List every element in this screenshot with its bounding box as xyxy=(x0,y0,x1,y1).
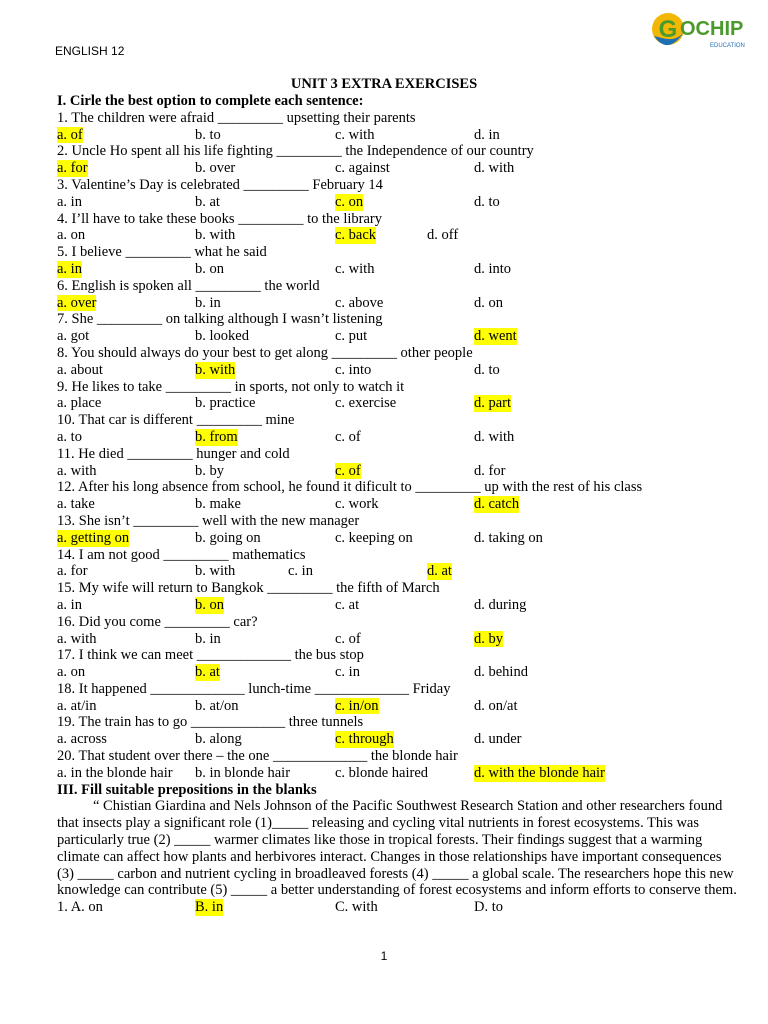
question-text: 6. English is spoken all _________ the world xyxy=(57,277,320,294)
exercise-content xyxy=(57,93,737,916)
answer-option[interactable]: c. in/on xyxy=(335,697,379,714)
answer-option[interactable]: a. for xyxy=(57,160,88,177)
answer-option[interactable]: a. in xyxy=(57,260,82,277)
question-text: 4. I’ll have to take these books _________ to the library xyxy=(57,210,382,227)
option[interactable]: b. going on xyxy=(195,529,261,546)
question-text: 5. I believe _________ what he said xyxy=(57,244,267,261)
question-text: 11. He died _________ hunger and cold xyxy=(57,445,290,462)
question-text: 14. I am not good _________ mathematics xyxy=(57,546,306,563)
option[interactable]: c. with xyxy=(335,260,375,277)
answer-option[interactable]: d. by xyxy=(474,630,503,647)
option[interactable]: a. at/in xyxy=(57,697,97,714)
option[interactable]: b. on xyxy=(195,260,224,277)
options-row xyxy=(57,127,737,144)
option[interactable]: d. behind xyxy=(474,664,528,681)
answer-option[interactable]: d. catch xyxy=(474,496,520,513)
logo-text: OCHIP xyxy=(680,18,744,40)
section1-questions xyxy=(57,110,737,782)
answer-option[interactable]: a. of xyxy=(57,126,83,143)
option[interactable]: b. in xyxy=(195,630,221,647)
option[interactable]: a. in xyxy=(57,193,82,210)
question-text: 3. Valentine’s Day is celebrated _________ February 14 xyxy=(57,176,383,193)
option[interactable]: c. of xyxy=(335,428,361,445)
question-text: 16. Did you come _________ car? xyxy=(57,613,258,630)
option[interactable]: c. into xyxy=(335,361,372,378)
option[interactable]: c. at xyxy=(335,596,360,613)
option[interactable]: a. with xyxy=(57,462,97,479)
option[interactable]: a. about xyxy=(57,361,103,378)
option[interactable]: C. with xyxy=(335,899,378,916)
options-row xyxy=(57,160,737,177)
option[interactable]: d. into xyxy=(474,260,512,277)
options-row xyxy=(57,664,737,681)
option[interactable]: d. on/at xyxy=(474,697,518,714)
question-text: 7. She _________ on talking although I wasn’t listening xyxy=(57,311,383,328)
option[interactable]: c. put xyxy=(335,328,368,345)
option[interactable]: c. exercise xyxy=(335,395,397,412)
options-row xyxy=(57,597,737,614)
option[interactable]: d. during xyxy=(474,596,527,613)
option[interactable]: c. above xyxy=(335,294,384,311)
option[interactable]: a. place xyxy=(57,395,102,412)
option[interactable]: a. on xyxy=(57,227,86,244)
logo-subtext: EDUCATION xyxy=(710,43,745,49)
options-row xyxy=(57,429,737,446)
option[interactable]: b. practice xyxy=(195,395,256,412)
answer-option[interactable]: b. on xyxy=(195,596,224,613)
option[interactable]: b. make xyxy=(195,496,241,513)
options-row xyxy=(57,328,737,345)
option[interactable]: c. against xyxy=(335,160,390,177)
options-row xyxy=(57,362,737,379)
option[interactable]: d. with xyxy=(474,160,515,177)
question-text: 2. Uncle Ho spent all his life fighting _________ the Independence of our country xyxy=(57,143,534,160)
option[interactable]: a. across xyxy=(57,731,107,748)
question-text: 18. It happened _____________ lunch-time _____________ Friday xyxy=(57,680,451,697)
option[interactable]: 1. A. on xyxy=(57,899,103,916)
option[interactable]: d. off xyxy=(427,227,459,244)
option[interactable]: a. take xyxy=(57,496,95,513)
question-text: 15. My wife will return to Bangkok _________ the fifth of March xyxy=(57,580,440,597)
answer-option[interactable]: d. with the blonde hair xyxy=(474,764,605,781)
logo-initial: G xyxy=(658,16,678,43)
option[interactable]: d. for xyxy=(474,462,506,479)
question-text: 19. The train has to go _____________ three tunnels xyxy=(57,714,364,731)
answer-option[interactable]: B. in xyxy=(195,899,224,916)
option[interactable]: d. taking on xyxy=(474,529,543,546)
question-text: 1. The children were afraid _________ upsetting their parents xyxy=(57,109,416,126)
answer-option[interactable]: b. from xyxy=(195,428,238,445)
option[interactable]: a. to xyxy=(57,428,82,445)
question-text: 9. He likes to take _________ in sports, not only to watch it xyxy=(57,378,405,395)
answer-option[interactable]: d. at xyxy=(427,563,452,580)
option[interactable]: d. to xyxy=(474,193,500,210)
question-text: 13. She isn’t _________ well with the new manager xyxy=(57,512,360,529)
gochip-logo xyxy=(648,6,758,56)
answer-option[interactable]: a. over xyxy=(57,294,97,311)
answer-option[interactable]: c. of xyxy=(335,462,361,479)
question-text: 10. That car is different _________ mine xyxy=(57,412,295,429)
option[interactable]: a. got xyxy=(57,328,90,345)
option[interactable]: c. in xyxy=(335,664,360,681)
options-row xyxy=(57,227,737,244)
options-row xyxy=(57,698,737,715)
question-text: 12. After his long absence from school, he found it dificult to _________ up with the rest of his class xyxy=(57,479,643,496)
option[interactable]: b. at xyxy=(195,193,220,210)
options-row xyxy=(57,731,737,748)
option[interactable]: D. to xyxy=(474,899,503,916)
option[interactable]: b. in blonde hair xyxy=(195,764,291,781)
page-title: UNIT 3 EXTRA EXERCISES xyxy=(290,76,478,92)
options-row xyxy=(57,295,737,312)
option[interactable]: a. with xyxy=(57,630,97,647)
option[interactable]: b. over xyxy=(195,160,236,177)
option[interactable]: b. to xyxy=(195,126,221,143)
answer-option[interactable]: d. went xyxy=(474,328,517,345)
course-label: ENGLISH 12 xyxy=(55,44,125,58)
options-row xyxy=(57,631,737,648)
question-text: 8. You should always do your best to get along _________ other people xyxy=(57,344,473,361)
option[interactable]: d. on xyxy=(474,294,503,311)
options-row xyxy=(57,463,737,480)
options-row xyxy=(57,261,737,278)
question-text: 17. I think we can meet _____________ the bus stop xyxy=(57,647,364,664)
passage-text: “ Chistian Giardina and Nels Johnson of the Pacific Southwest Research Station and other researchers found that insects play a significant role (1)_____ releasing and cycling vital nutrients in forest ecosystems. This was particularly true (2) _____ warmer climates like those in tropical forests. Their findings suggest that a warming climate can affect how plants and herbivores interact. Changes in those relationships have important consequences (3) _____ carbon and nutrient cycling in broadleaved forests (4) _____ a global scale. The researchers hope this new knowledge can contribute (5) _____ a better understanding of forest ecosystems and inform efforts to conserve them. xyxy=(57,798,737,899)
answer-option[interactable]: b. at xyxy=(195,664,220,681)
section3-questions xyxy=(57,899,737,916)
option[interactable]: b. by xyxy=(195,462,224,479)
options-row xyxy=(57,530,737,547)
options-row xyxy=(57,899,737,916)
section3-passage xyxy=(57,798,737,899)
options-row xyxy=(57,496,737,513)
option[interactable]: c. work xyxy=(335,496,379,513)
option[interactable]: a. for xyxy=(57,563,88,580)
options-row xyxy=(57,563,737,580)
option[interactable]: c. of xyxy=(335,630,361,647)
options-row xyxy=(57,765,737,782)
option[interactable]: c. in xyxy=(288,563,313,580)
option[interactable]: b. with xyxy=(195,563,236,580)
answer-option[interactable]: b. with xyxy=(195,361,236,378)
option[interactable]: a. in the blonde hair xyxy=(57,764,173,781)
option[interactable]: d. under xyxy=(474,731,522,748)
option[interactable]: d. with xyxy=(474,428,515,445)
option[interactable]: d. in xyxy=(474,126,500,143)
answer-option[interactable]: c. through xyxy=(335,731,394,748)
option[interactable]: b. looked xyxy=(195,328,249,345)
section1-heading: I. Cirle the best option to complete each sentence: xyxy=(57,93,364,109)
option[interactable]: a. on xyxy=(57,664,86,681)
option[interactable]: b. with xyxy=(195,227,236,244)
question-text: 20. That student over there – the one _____________ the blonde hair xyxy=(57,748,458,765)
page-number: 1 xyxy=(380,949,388,963)
option[interactable]: b. at/on xyxy=(195,697,239,714)
answer-option[interactable]: d. part xyxy=(474,395,512,412)
options-row xyxy=(57,395,737,412)
option[interactable]: b. along xyxy=(195,731,242,748)
section3-heading: III. Fill suitable prepositions in the blanks xyxy=(57,781,317,798)
option[interactable]: c. blonde haired xyxy=(335,764,429,781)
option[interactable]: c. keeping on xyxy=(335,529,413,546)
answer-option[interactable]: c. on xyxy=(335,193,364,210)
option[interactable]: b. in xyxy=(195,294,221,311)
option[interactable]: d. to xyxy=(474,361,500,378)
option[interactable]: c. with xyxy=(335,126,375,143)
answer-option[interactable]: a. getting on xyxy=(57,529,130,546)
option[interactable]: a. in xyxy=(57,596,82,613)
answer-option[interactable]: c. back xyxy=(335,227,377,244)
options-row xyxy=(57,194,737,211)
